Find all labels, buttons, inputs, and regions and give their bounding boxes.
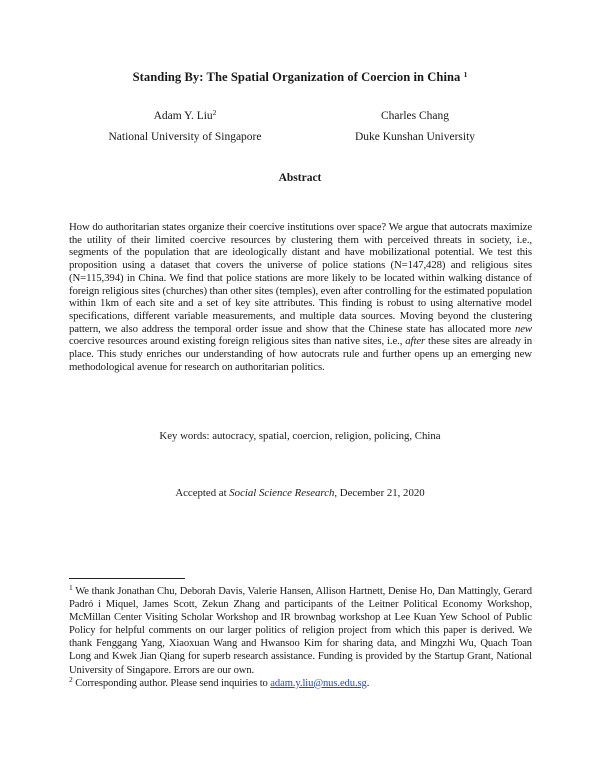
abstract-emphasis-after: after [405, 335, 426, 348]
footnote-1-text: We thank Jonathan Chu, Deborah Davis, Valerie Hansen, Allison Hartnett, Denise Ho, Dan Mattingly, Gerard Padró i Miquel, James Scott, Zekun Zhang and participants of the Leitner Political Economy Workshop, McMillan Center Visiting Scholar Workshop and IR brownbag workshop at Lee Kuan Yew School of Public Policy for helpful comments on our larger politics of religion project from which this paper is derived. We thank Fenggang Yang, Xiaoxuan Wang and Hwansoo Kim for sharing data, and Mingzhi Wu, Quach Toan Long and Kwek Jian Qiang for superb research assistance. Funding is provided by the Startup Grant, National University of Singapore. Errors are our own. [69, 586, 532, 676]
footnote-2-text: Corresponding author. Please send inquiries to [72, 677, 271, 689]
title-text: Standing By: The Spatial Organization of Coercion in China [132, 70, 461, 84]
author-1-name [80, 110, 290, 122]
abstract-emphasis-new: new [514, 322, 532, 335]
keywords: Key words: autocracy, spatial, coercion, religion, policing, China [159, 430, 441, 442]
title-footnote-mark: 1 [463, 70, 468, 79]
footnote-1-mark: 1 [69, 583, 73, 592]
abstract-text-1: How do authoritarian states organize their coercive institutions over space? We argue that autocrats maximize the utility of their limited coercive resources by clustering them with perceived threats in society, i.e., segments of the population that are ideologically distant and have mobilizational potential. We test this proposition using a dataset that covers the universe of police stations (N=147,428) and religious sites (N=115,394) in China. We find that police stations are more likely to be located within walking distance of foreign religious sites (churches) than other sites (temples), even after controlling for the estimated population within 1km of each site and a set of key site attributes. This finding is robust to using alternative model specifications, different variable measurements, and multiple data sources. Moving beyond the clustering pattern, we also address the temporal order issue and show that the Chinese state has allocated more [69, 221, 532, 335]
author-1-footnote-mark: 2 [212, 108, 217, 117]
abstract-heading: Abstract [278, 172, 322, 184]
abstract-text-3: these sites are already in place. This study enriches our understanding of how autocrats rule and further opens up an emerging new methodological avenue for research on authoritarian politics. [69, 335, 532, 373]
accepted-prefix: Accepted at [175, 487, 230, 499]
author-1-affiliation: National University of Singapore [108, 131, 262, 143]
footnote-1 [69, 585, 532, 677]
journal-name: Social Science Research, [229, 487, 338, 499]
author-1-name-text: Adam Y. Liu [153, 110, 213, 122]
email-link[interactable]: adam.y.liu@nus.edu.sg [270, 677, 367, 689]
accepted-date: December 21, 2020 [337, 487, 425, 499]
author-2-affiliation: Duke Kunshan University [354, 131, 476, 143]
paper-title [0, 70, 600, 85]
footnote-divider [69, 578, 185, 579]
footnotes [69, 585, 532, 690]
accepted-note [0, 487, 600, 499]
author-2-name: Charles Chang [380, 110, 450, 122]
footnote-2-mark: 2 [69, 674, 73, 684]
abstract-text-2: coercive resources around existing foreign religious sites than native sites, i.e., [69, 335, 406, 348]
footnote-2 [69, 674, 532, 690]
footnote-2-suffix: . [366, 677, 370, 689]
abstract-body [69, 221, 532, 373]
